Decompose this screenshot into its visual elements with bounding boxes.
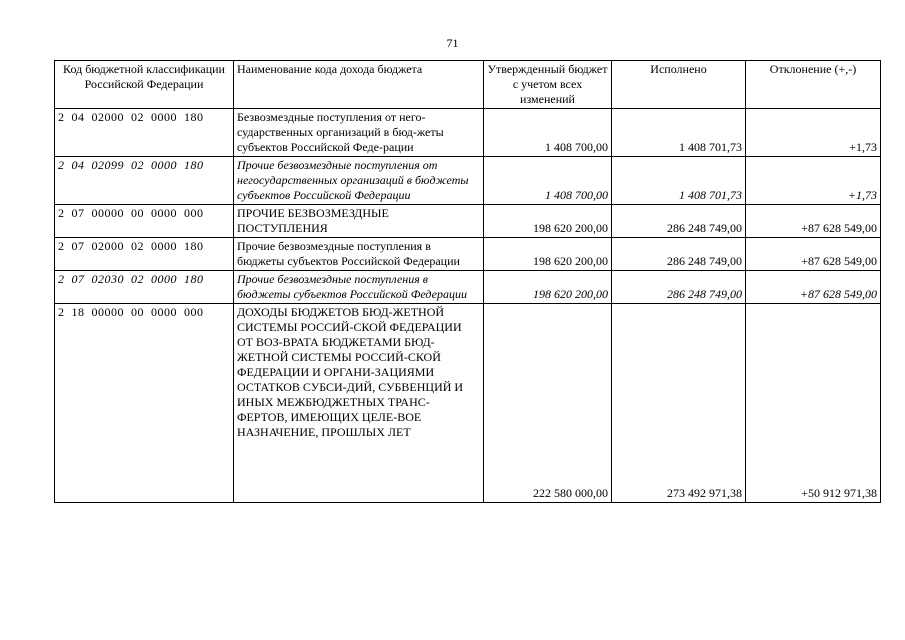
header-name: Наименование кода дохода бюджета: [234, 61, 484, 109]
row-name: ДОХОДЫ БЮДЖЕТОВ БЮД-ЖЕТНОЙ СИСТЕМЫ РОССИЙ-СКОЙ ФЕДЕРАЦИИ ОТ ВОЗ-ВРАТА БЮДЖЕТАМИ БЮД-ЖЕТНОЙ СИСТЕМЫ РОССИЙ-СКОЙ ФЕДЕРАЦИИ И ОРГАНИ-ЗАЦИЯМИ ОСТАТКОВ СУБСИ-ДИЙ, СУБВЕНЦИЙ И ИНЫХ МЕЖБЮДЖЕТНЫХ ТРАНС-ФЕРТОВ, ИМЕЮЩИХ ЦЕЛЕ-ВОЕ НАЗНАЧЕНИЕ, ПРОШЛЫХ ЛЕТ: [234, 304, 484, 503]
header-deviation: Отклонение (+,-): [746, 61, 881, 109]
table-row: [55, 109, 881, 157]
row-approved: 222 580 000,00: [484, 304, 612, 503]
header-code: Код бюджетной классификации Российской Федерации: [55, 61, 234, 109]
row-executed: 286 248 749,00: [612, 205, 746, 238]
row-deviation: +50 912 971,38: [746, 304, 881, 503]
row-executed: 286 248 749,00: [612, 271, 746, 304]
row-code: 2 04 02000 02 0000 180: [55, 109, 234, 157]
row-deviation: +87 628 549,00: [746, 205, 881, 238]
row-name: Прочие безвозмездные поступления от негосударственных организаций в бюджеты субъектов Российской Федерации: [234, 157, 484, 205]
row-code: 2 07 02030 02 0000 180: [55, 271, 234, 304]
row-code: 2 18 00000 00 0000 000: [55, 304, 234, 503]
row-name: ПРОЧИЕ БЕЗВОЗМЕЗДНЫЕ ПОСТУПЛЕНИЯ: [234, 205, 484, 238]
table-row: [55, 205, 881, 238]
row-name: Безвозмездные поступления от него-сударственных организаций в бюд-жеты субъектов Российской Феде-рации: [234, 109, 484, 157]
row-deviation: +87 628 549,00: [746, 271, 881, 304]
table-row: [55, 271, 881, 304]
table-row: [55, 238, 881, 271]
row-code: 2 07 00000 00 0000 000: [55, 205, 234, 238]
table-header-row: [55, 61, 881, 109]
row-deviation: +87 628 549,00: [746, 238, 881, 271]
header-executed: Исполнено: [612, 61, 746, 109]
row-executed: 1 408 701,73: [612, 109, 746, 157]
row-executed: 273 492 971,38: [612, 304, 746, 503]
row-executed: 1 408 701,73: [612, 157, 746, 205]
budget-table: [54, 60, 881, 503]
row-approved: 198 620 200,00: [484, 238, 612, 271]
row-approved: 198 620 200,00: [484, 205, 612, 238]
header-approved: Утвержденный бюджет с учетом всех изменений: [484, 61, 612, 109]
row-approved: 198 620 200,00: [484, 271, 612, 304]
row-code: 2 04 02099 02 0000 180: [55, 157, 234, 205]
row-executed: 286 248 749,00: [612, 238, 746, 271]
table-row: [55, 304, 881, 503]
row-approved: 1 408 700,00: [484, 157, 612, 205]
table-row: [55, 157, 881, 205]
row-code: 2 07 02000 02 0000 180: [55, 238, 234, 271]
row-name: Прочие безвозмездные поступления в бюджеты субъектов Российской Федерации: [234, 271, 484, 304]
row-deviation: +1,73: [746, 157, 881, 205]
row-name: Прочие безвозмездные поступления в бюджеты субъектов Российской Федерации: [234, 238, 484, 271]
row-deviation: +1,73: [746, 109, 881, 157]
page-number: 71: [446, 36, 459, 50]
row-approved: 1 408 700,00: [484, 109, 612, 157]
